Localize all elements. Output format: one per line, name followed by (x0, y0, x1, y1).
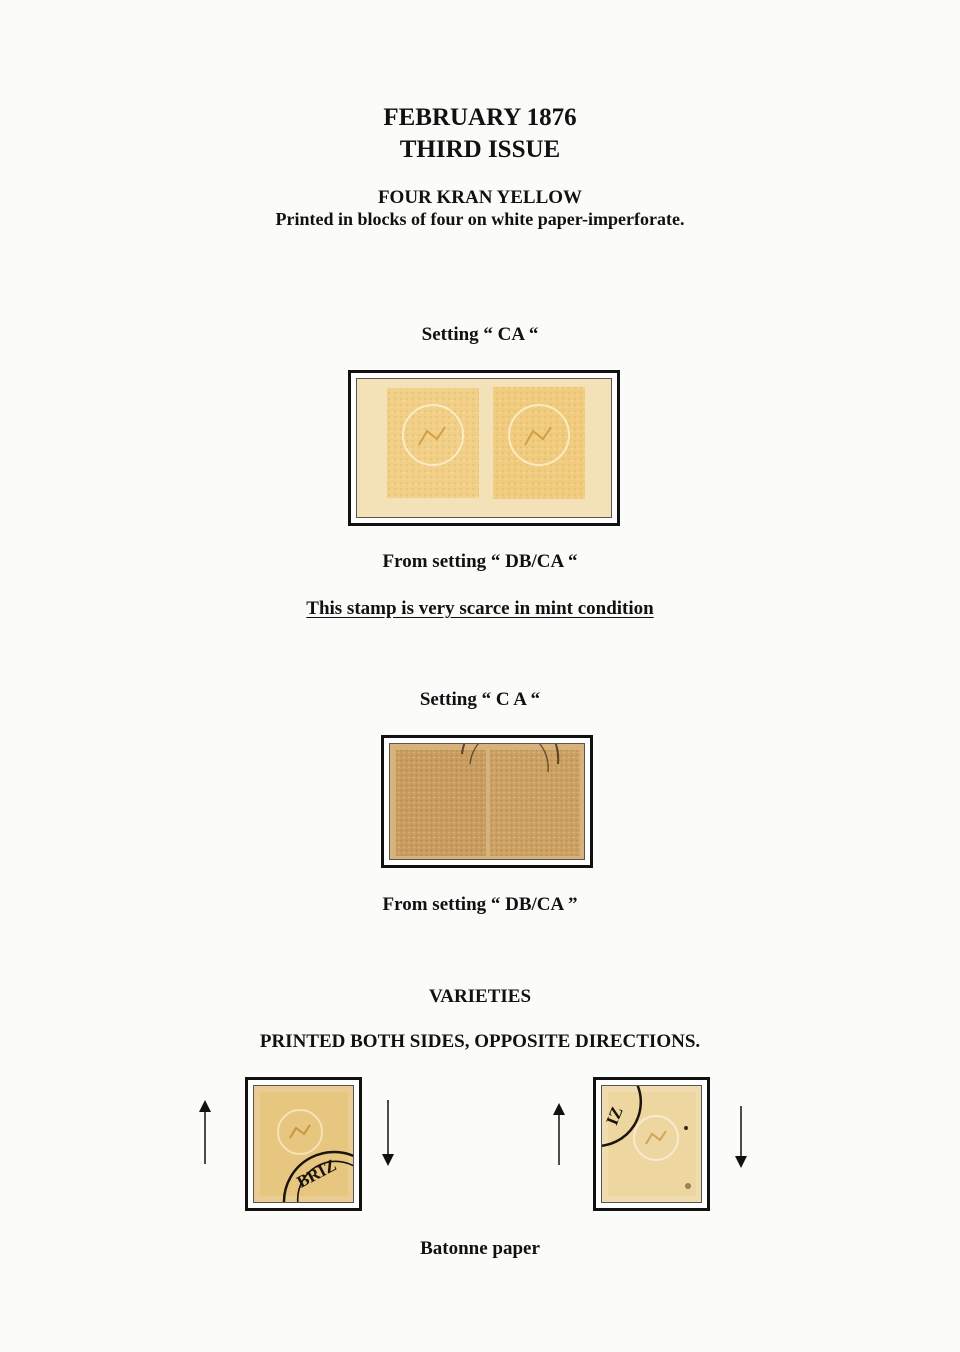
stamp-pair-2 (389, 743, 585, 860)
page-title-date: FEBRUARY 1876 (383, 104, 577, 131)
variety-stamp-mount-left (245, 1077, 362, 1211)
varieties-heading: VARIETIES (428, 986, 532, 1007)
stamp-name: FOUR KRAN YELLOW (377, 187, 583, 208)
stamp-pair-1-image (357, 379, 612, 518)
setting-c-a-label: Setting “ C A “ (419, 689, 541, 710)
stamp-pair-1 (356, 378, 612, 518)
page-title-issue: THIRD ISSUE (399, 136, 561, 163)
setting-ca-label: Setting “ CA “ (421, 324, 539, 345)
stamp-pair-mount-2 (381, 735, 593, 868)
scarcity-note: This stamp is very scarce in mint condition (306, 598, 654, 619)
from-setting-dbca-1: From setting “ DB/CA “ (382, 551, 578, 572)
stamp-pair-2-image (390, 744, 585, 860)
down-arrow-icon (381, 1098, 395, 1166)
postmark-left: BRIZ (293, 1155, 340, 1192)
down-arrow-icon (734, 1104, 748, 1168)
variety-stamp-mount-right (593, 1077, 710, 1211)
stamp-description: Printed in blocks of four on white paper-imperforate. (275, 209, 685, 229)
stamp-pair-mount-1 (348, 370, 620, 526)
variety-stamp-left (253, 1085, 354, 1203)
from-setting-dbca-2: From setting “ DB/CA ” (382, 894, 578, 915)
up-arrow-icon (198, 1100, 212, 1166)
variety-stamp-right-image (602, 1086, 702, 1203)
variety-stamp-right (601, 1085, 702, 1203)
postmark-right: IZ (602, 1103, 627, 1128)
up-arrow-icon (552, 1103, 566, 1167)
batonne-caption: Batonne paper (420, 1238, 540, 1259)
varieties-subheading: PRINTED BOTH SIDES, OPPOSITE DIRECTIONS. (259, 1031, 701, 1052)
